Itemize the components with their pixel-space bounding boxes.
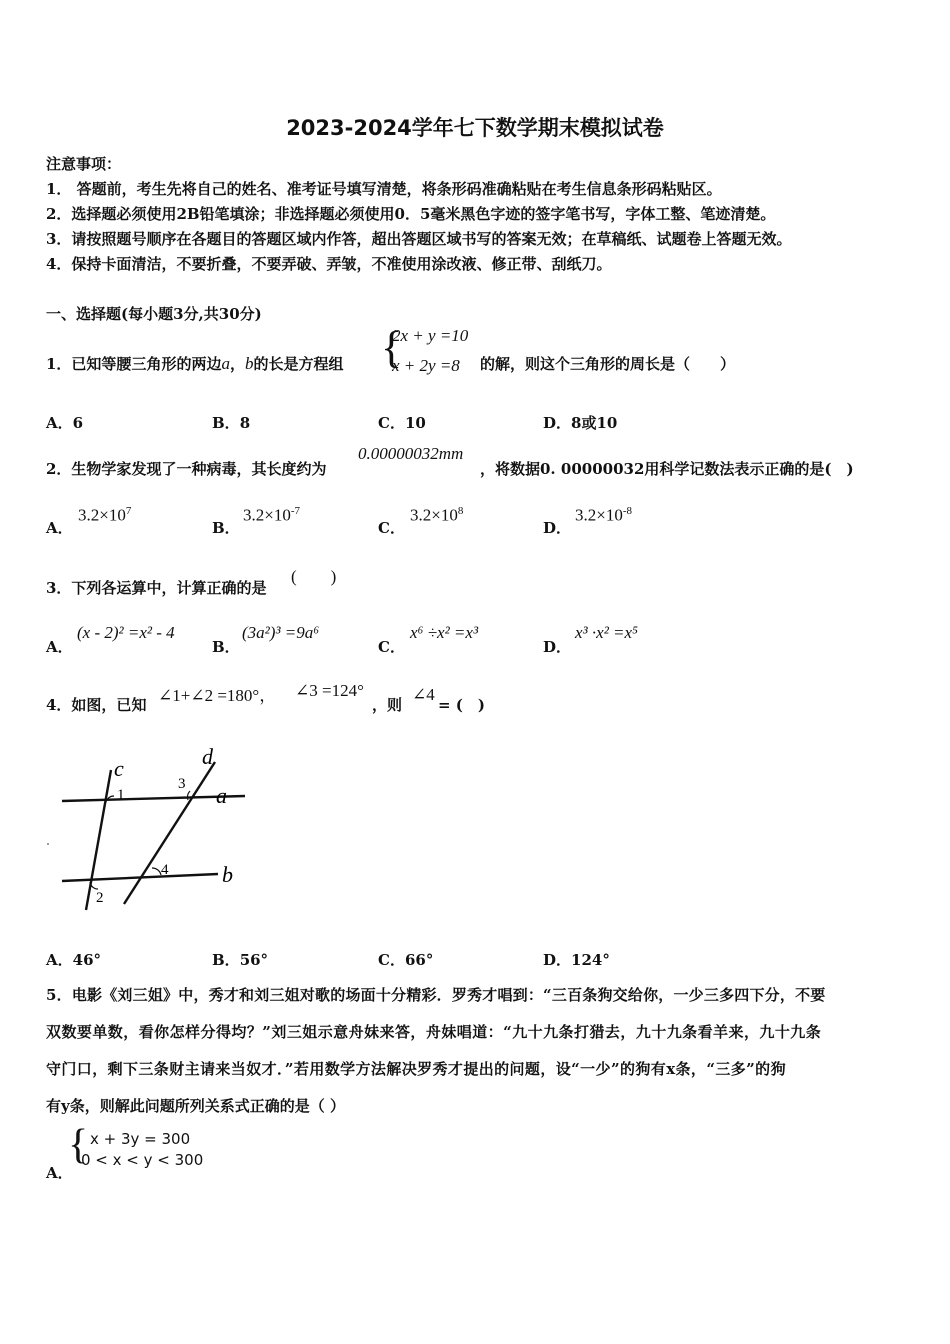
option-base: 3.2×10 xyxy=(410,505,458,525)
option-base: 3.2×10 xyxy=(575,505,623,525)
option-text: 8或10 xyxy=(571,414,618,432)
q4-option-b[interactable] xyxy=(212,949,268,970)
option-text: 124° xyxy=(571,951,610,969)
q1-option-d[interactable] xyxy=(543,412,617,433)
notice-item-4: 4．保持卡面清洁，不要折叠，不要弄破、弄皱，不准使用涂改液、修正带、刮纸刀。 xyxy=(46,255,612,273)
notice-item-1: 1． 答题前，考生先将自己的姓名、准考证号填写清楚，将条形码准确粘贴在考生信息条形码粘贴区。 xyxy=(46,180,722,198)
section-heading: 一、选择题(每小题3分,共30分) xyxy=(46,305,262,323)
option-letter: D． xyxy=(543,414,572,432)
q5-option-a-eq2: 0 < x < y < 300 xyxy=(81,1151,204,1169)
q2-pre: 2．生物学家发现了一种病毒，其长度约为 xyxy=(46,460,327,478)
option-letter: A． xyxy=(46,638,73,656)
q4-option-d[interactable] xyxy=(543,949,610,970)
option-text: 66° xyxy=(404,951,434,969)
q3-option-c[interactable] xyxy=(378,636,405,657)
q2-formula: 0.00000032mm xyxy=(358,444,464,463)
option-letter: A． xyxy=(46,414,73,432)
option-letter: D． xyxy=(543,638,572,656)
q4-pre: 4．如图，已知 xyxy=(46,696,147,714)
q1-option-c[interactable] xyxy=(378,412,426,433)
line-d xyxy=(124,762,215,904)
q4-f2: ∠3 =124° xyxy=(295,681,364,700)
option-letter: B． xyxy=(212,414,240,432)
option-exp: -7 xyxy=(290,505,301,517)
q5-line-4: 有y条，则解此问题所列关系式正确的是（ ） xyxy=(46,1097,345,1115)
option-text: 6 xyxy=(72,414,84,432)
option-letter: B． xyxy=(212,519,240,537)
option-letter: C． xyxy=(378,638,405,656)
q1-eq2: x + 2y =8 xyxy=(392,356,460,375)
q3-option-b[interactable] xyxy=(212,636,240,657)
q3-option-a[interactable] xyxy=(46,636,73,657)
q2-option-a-value xyxy=(78,505,131,526)
option-letter: C． xyxy=(378,951,405,969)
page-title: 2023-2024学年七下数学期末模拟试卷 xyxy=(286,116,664,140)
label-a: a xyxy=(216,783,227,808)
q5-line-2: 双数要单数，看你怎样分得均？”刘三姐示意舟妹来答，舟妹唱道：“九十九条打猎去，九十九条看羊来，九十九条 xyxy=(46,1023,822,1041)
label-angle-4: 4 xyxy=(161,862,169,878)
q2-option-c[interactable] xyxy=(378,517,405,538)
option-letter: D． xyxy=(543,519,572,537)
label-c: c xyxy=(114,756,124,781)
q4-figure xyxy=(40,740,250,920)
q3-option-b-value: (3a²)³ =9a⁶ xyxy=(242,623,320,642)
q2-option-a[interactable] xyxy=(46,517,73,538)
q2-option-c-value xyxy=(410,505,463,526)
option-letter: C． xyxy=(378,519,405,537)
q1-comma: ， xyxy=(229,355,245,373)
label-angle-1: 1 xyxy=(117,787,125,803)
option-text: 8 xyxy=(239,414,251,432)
q2-option-b-value xyxy=(243,505,300,526)
q5-line-1: 5．电影《刘三姐》中，秀才和刘三姐对歌的场面十分精彩．罗秀才唱到：“三百条狗交给你，一少三多四下分，不要 xyxy=(46,986,826,1004)
q3-pre: 3．下列各运算中，计算正确的是 xyxy=(46,579,267,597)
q4-f1: ∠1+∠2 =180°， xyxy=(158,686,277,705)
q3-option-a-value: (x - 2)² =x² - 4 xyxy=(77,623,175,642)
q2-option-b[interactable] xyxy=(212,517,240,538)
q1-option-b[interactable] xyxy=(212,412,250,433)
stray-dot xyxy=(47,843,49,845)
label-angle-2: 2 xyxy=(96,890,104,906)
q2-option-d-value xyxy=(575,505,632,526)
option-exp: -8 xyxy=(622,505,633,517)
label-d: d xyxy=(202,744,213,769)
notice-heading: 注意事项： xyxy=(46,155,122,173)
q2-option-d[interactable] xyxy=(543,517,571,538)
q5-brace: { xyxy=(68,1122,89,1168)
q1-mid: 的长是方程组 xyxy=(253,355,344,373)
q3-option-d[interactable] xyxy=(543,636,571,657)
option-text: 10 xyxy=(404,414,426,432)
option-letter: A． xyxy=(46,1164,73,1182)
notice-item-3: 3．请按照题号顺序在各题目的答题区域内作答，超出答题区域书写的答案无效；在草稿纸、试题卷上答题无效。 xyxy=(46,230,792,248)
q3-option-d-value: x³ ·x² =x⁵ xyxy=(575,623,638,642)
option-letter: B． xyxy=(212,638,240,656)
q1-var-b: b xyxy=(244,354,254,373)
q1-option-a[interactable] xyxy=(46,412,83,433)
option-exp: 8 xyxy=(457,505,464,517)
line-c xyxy=(86,770,111,910)
q4-option-c[interactable] xyxy=(378,949,433,970)
option-letter: A． xyxy=(46,951,73,969)
q1-pre: 1．已知等腰三角形的两边 xyxy=(46,355,222,373)
option-exp: 7 xyxy=(125,505,132,517)
option-letter: B． xyxy=(212,951,240,969)
q2-post: ，将数据0. 00000032用科学记数法表示正确的是( ) xyxy=(480,460,854,478)
q4-post: ，则 xyxy=(372,696,403,714)
q1-post: 的解，则这个三角形的周长是（ ） xyxy=(480,355,736,373)
option-letter: A． xyxy=(46,519,73,537)
q1-eq1: 2x + y =10 xyxy=(392,326,469,345)
q5-line-3: 守门口，剩下三条财主请来当奴才．”若用数学方法解决罗秀才提出的问题，设“一少”的狗有x条，“三多”的狗 xyxy=(46,1060,786,1078)
notice-item-2: 2．选择题必须使用2B铅笔填涂；非选择题必须使用0．5毫米黑色字迹的签字笔书写，字体工整、笔迹清楚。 xyxy=(46,205,776,223)
arc-4 xyxy=(152,868,161,875)
option-base: 3.2×10 xyxy=(243,505,291,525)
q1-brace: { xyxy=(381,323,403,372)
q4-tail: = ( ) xyxy=(438,696,485,714)
label-b: b xyxy=(222,862,233,887)
option-letter: C． xyxy=(378,414,405,432)
q1-stem xyxy=(46,353,343,374)
q1-var-a: a xyxy=(221,354,230,373)
option-text: 56° xyxy=(239,951,269,969)
q3-option-c-value: x⁶ ÷x² =x³ xyxy=(410,623,479,642)
option-letter: D． xyxy=(543,951,572,969)
option-base: 3.2×10 xyxy=(78,505,126,525)
label-angle-3: 3 xyxy=(178,776,186,792)
q5-option-a-eq1: x + 3y = 300 xyxy=(90,1130,191,1148)
q4-option-a[interactable] xyxy=(46,949,101,970)
q3-paren: ( ) xyxy=(291,567,337,586)
option-text: 46° xyxy=(72,951,102,969)
q4-f3: ∠4 xyxy=(412,685,435,704)
